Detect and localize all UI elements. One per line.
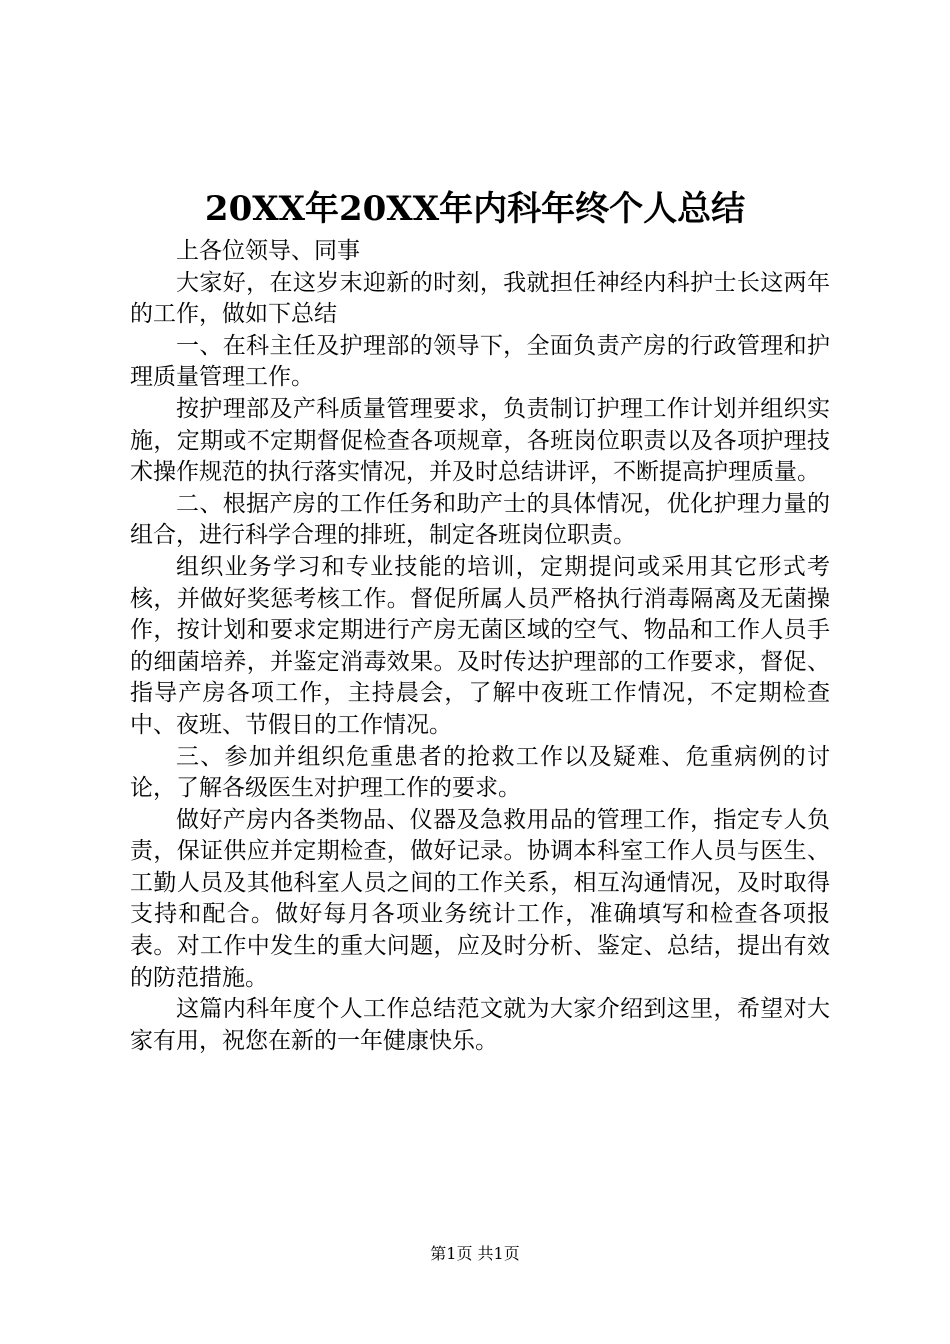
document-title: 20XX年20XX年内科年终个人总结 — [204, 189, 746, 229]
paragraph-section-1-detail: 按护理部及产科质量管理要求，负责制订护理工作计划并组织实施，定期或不定期督促检查各项规章，各班岗位职责以及各项护理技术操作规范的执行落实情况，并及时总结讲评，不断提高护理质量。 — [130, 395, 830, 486]
paragraph-section-2: 二、根据产房的工作任务和助产士的具体情况，优化护理力量的组合，进行科学合理的排班，制定各班岗位职责。 — [130, 490, 830, 549]
paragraph-section-1: 一、在科主任及护理部的领导下，全面负责产房的行政管理和护理质量管理工作。 — [130, 332, 830, 391]
paragraph-section-3-detail: 做好产房内各类物品、仪器及急救用品的管理工作，指定专人负责，保证供应并定期检查，做好记录。协调本科室工作人员与医生、工勤人员及其他科室人员之间的工作关系，相互沟通情况，及时取得支持和配合。做好每月各项业务统计工作，准确填写和检查各项报表。对工作中发生的重大问题，应及时分析、鉴定、总结，提出有效的防范措施。 — [130, 806, 830, 991]
paragraph-section-3: 三、参加并组织危重患者的抢救工作以及疑难、危重病例的讨论，了解各级医生对护理工作的要求。 — [130, 743, 830, 802]
document-body — [130, 236, 830, 1057]
page-footer: 第1页 共1页 — [430, 1244, 520, 1263]
paragraph-salutation: 上各位领导、同事 — [176, 238, 360, 264]
paragraph-greeting: 大家好，在这岁末迎新的时刻，我就担任神经内科护士长这两年的工作，做如下总结 — [130, 269, 830, 328]
paragraph-section-2-detail: 组织业务学习和专业技能的培训，定期提问或采用其它形式考核，并做好奖惩考核工作。督促所属人员严格执行消毒隔离及无菌操作，按计划和要求定期进行产房无菌区域的空气、物品和工作人员手的细菌培养，并鉴定消毒效果。及时传达护理部的工作要求，督促、指导产房各项工作，主持晨会，了解中夜班工作情况，不定期检查中、夜班、节假日的工作情况。 — [130, 553, 830, 738]
paragraph-closing: 这篇内科年度个人工作总结范文就为大家介绍到这里，希望对大家有用，祝您在新的一年健康快乐。 — [130, 996, 830, 1054]
